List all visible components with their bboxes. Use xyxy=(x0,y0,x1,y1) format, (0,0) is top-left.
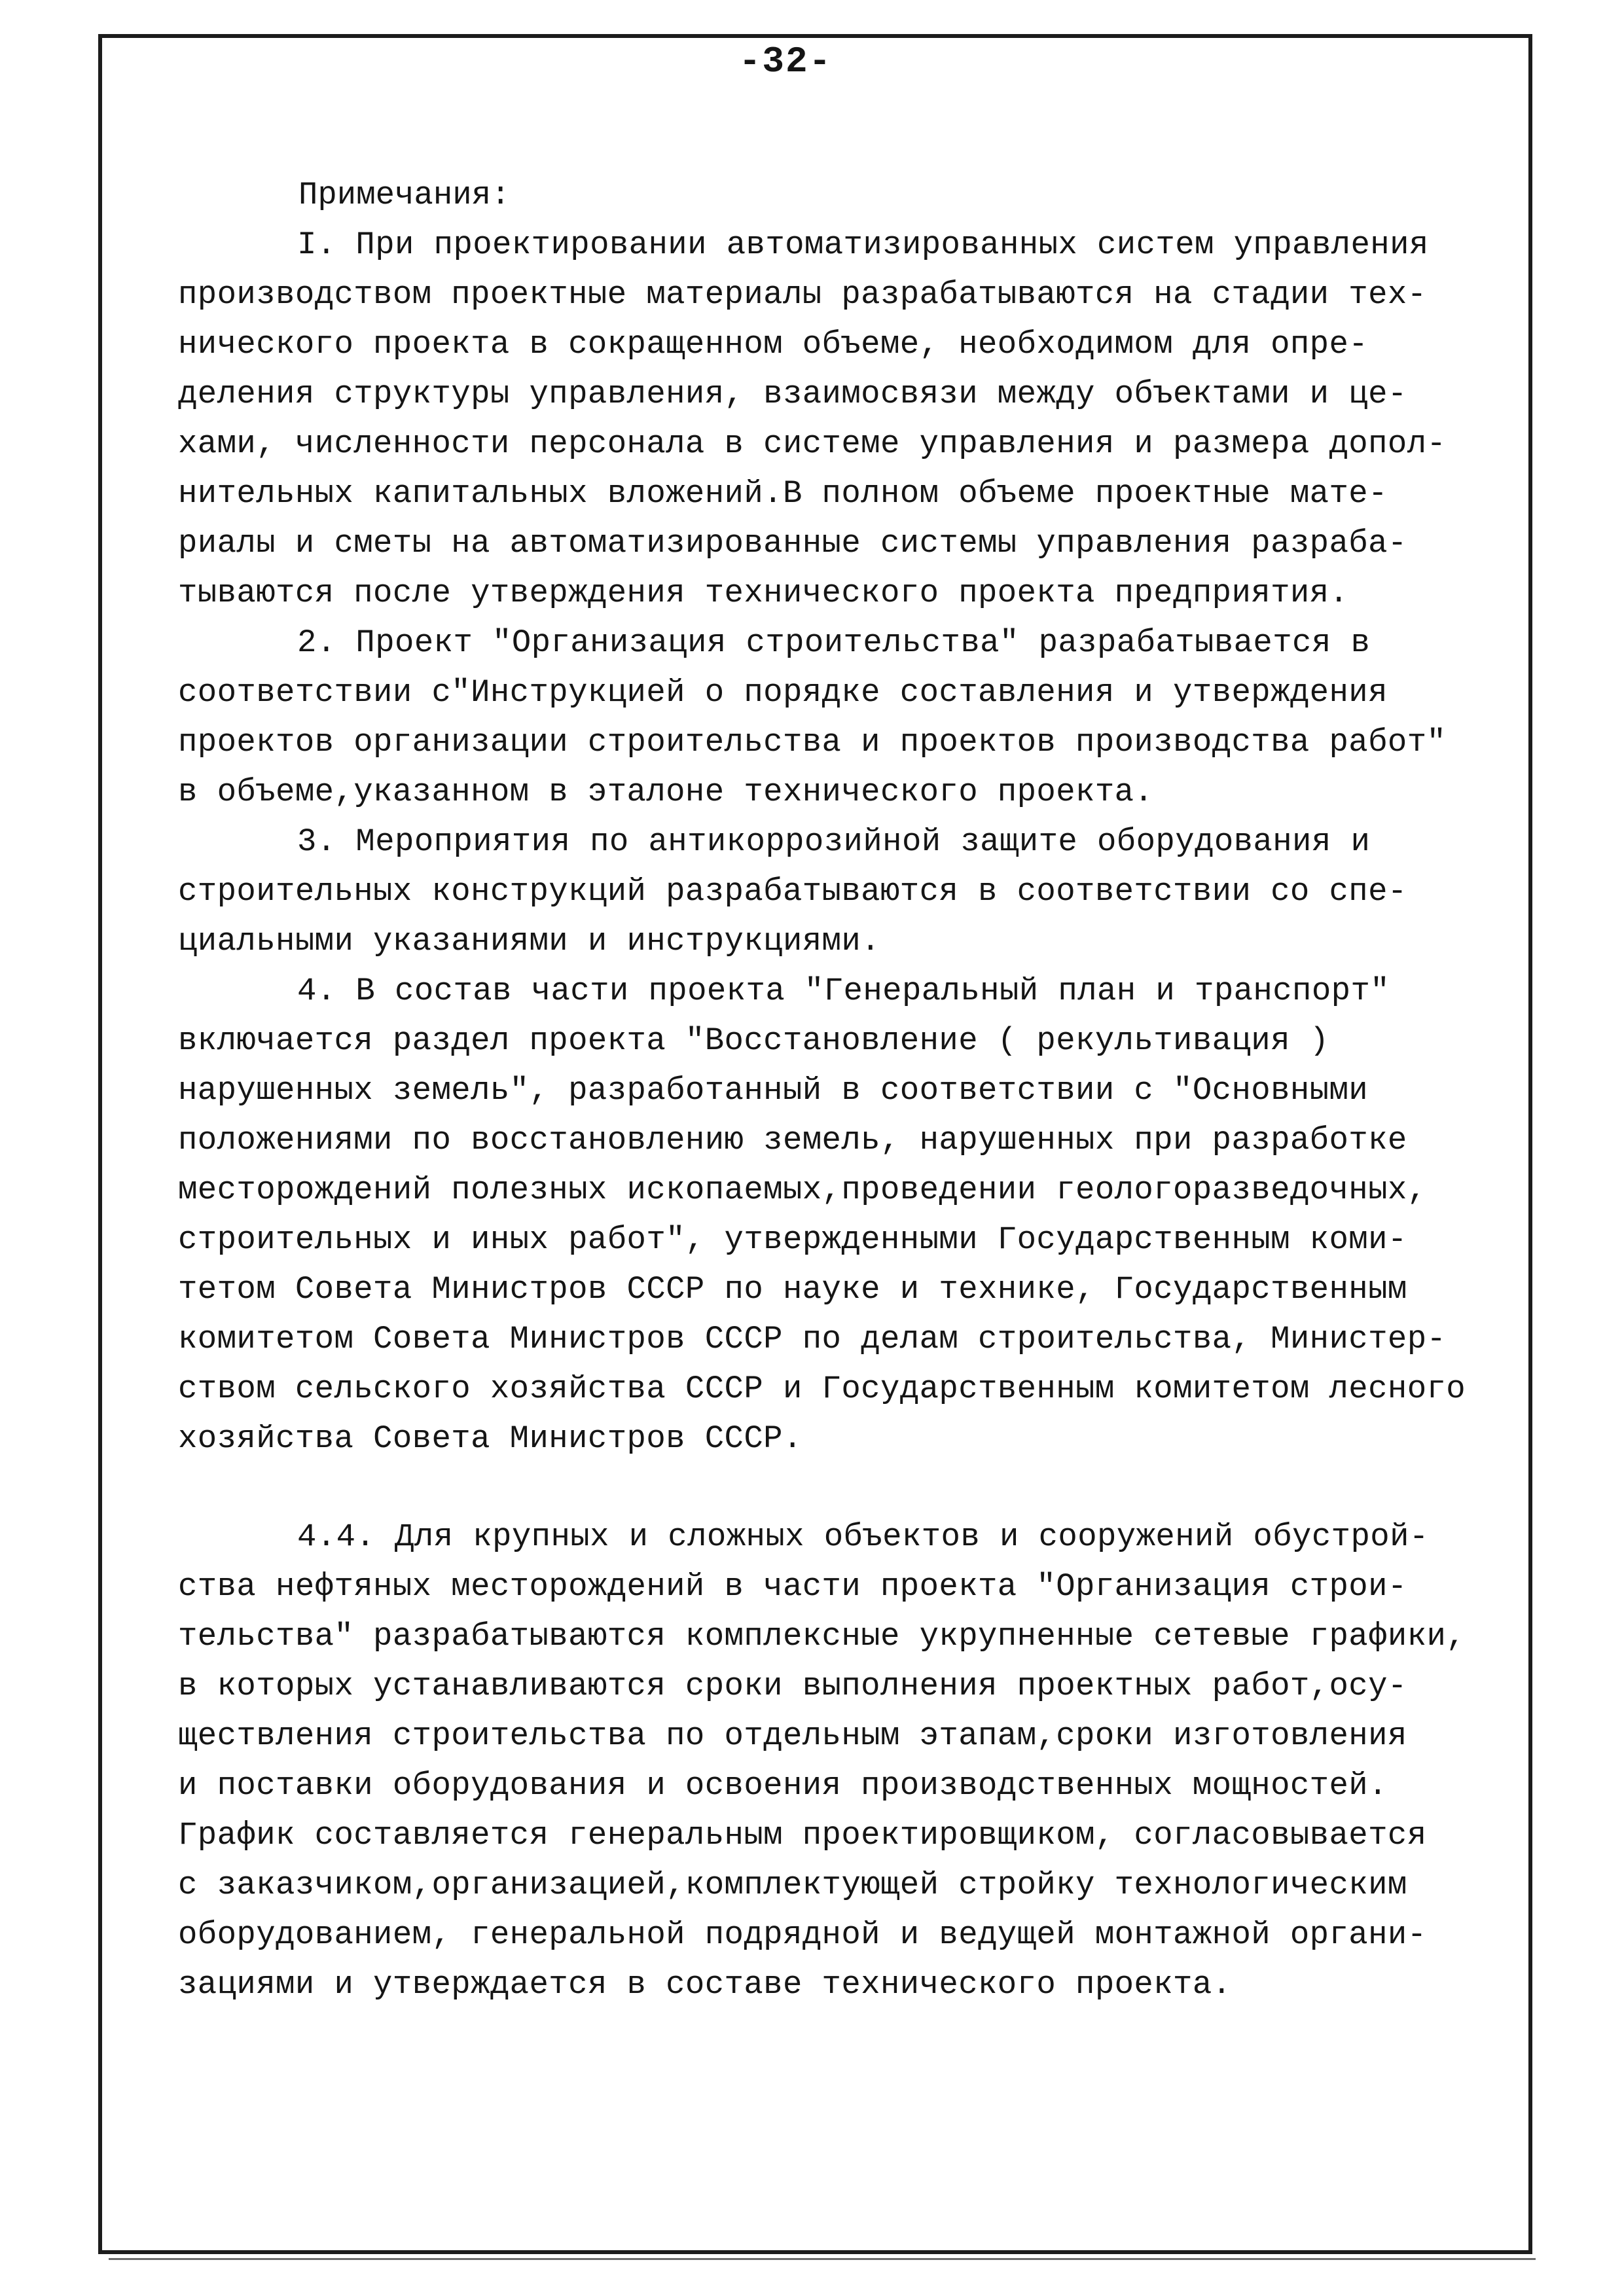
note-2-line: 2. Проект "Организация строительства" разрабатывается в xyxy=(297,624,1371,661)
note-3-line: циальными указаниями и инструкциями. xyxy=(178,923,880,960)
note-2-line: соответствии с"Инструкцией о порядке составления и утверждения xyxy=(178,674,1388,711)
page-number: -32- xyxy=(738,41,833,82)
section-4-4-line: и поставки оборудования и освоения производственных мощностей. xyxy=(178,1767,1388,1804)
note-4-line: комитетом Совета Министров СССР по делам строительства, Министер- xyxy=(178,1321,1447,1357)
note-4-line: хозяйства Совета Министров СССР. xyxy=(178,1420,803,1457)
section-4-4-line: тельства" разрабатываются комплексные укрупненные сетевые графики, xyxy=(178,1618,1466,1655)
note-4-line: месторождений полезных ископаемых,проведении геологоразведочных, xyxy=(178,1172,1427,1208)
note-1-line: деления структуры управления, взаимосвязи между объектами и це- xyxy=(178,376,1407,412)
page-border-shadow xyxy=(109,2258,1536,2260)
section-4-4-line: ства нефтяных месторождений в части проекта "Организация строи- xyxy=(178,1568,1407,1605)
notes-body xyxy=(178,220,1546,1463)
section-4-4-line: в которых устанавливаются сроки выполнения проектных работ,осу- xyxy=(178,1668,1407,1704)
note-4-line: включается раздел проекта "Восстановление ( рекультивация ) xyxy=(178,1022,1329,1059)
section-4-4-line: 4.4. Для крупных и сложных объектов и сооружений обустрой- xyxy=(297,1518,1429,1555)
note-1-line: I. При проектировании автоматизированных систем управления xyxy=(297,226,1429,263)
section-4-4-line: ществления строительства по отдельным этапам,сроки изготовления xyxy=(178,1717,1407,1754)
note-1-line: хами, численности персонала в системе управления и размера допол- xyxy=(178,425,1447,462)
note-1-line: риалы и сметы на автоматизированные системы управления разраба- xyxy=(178,525,1407,562)
note-2-line: проектов организации строительства и проектов производства работ" xyxy=(178,724,1447,761)
note-4-line: тетом Совета Министров СССР по науке и технике, Государственным xyxy=(178,1271,1407,1308)
note-3-line: строительных конструкций разрабатываются в соответствии со спе- xyxy=(178,873,1407,910)
section-4-4 xyxy=(178,1512,1546,2009)
section-4-4-line: с заказчиком,организацией,комплектующей стройку технологическим xyxy=(178,1867,1407,1903)
note-1-line: тываются после утверждения технического проекта предприятия. xyxy=(178,575,1349,611)
note-4-line: положениями по восстановлению земель, нарушенных при разработке xyxy=(178,1122,1407,1158)
note-1-line: нительных капитальных вложений.В полном объеме проектные мате- xyxy=(178,475,1388,512)
note-1-line: нического проекта в сокращенном объеме, необходимом для опре- xyxy=(178,326,1369,363)
section-4-4-line: зациями и утверждается в составе технического проекта. xyxy=(178,1966,1232,2003)
note-1-line: производством проектные материалы разрабатываются на стадии тех- xyxy=(178,276,1427,313)
note-4-line: ством сельского хозяйства СССР и Государственным комитетом лесного xyxy=(178,1371,1466,1407)
note-3-line: 3. Мероприятия по антикоррозийной защите оборудования и xyxy=(297,823,1371,860)
note-2-line: в объеме,указанном в эталоне технического проекта. xyxy=(178,774,1154,810)
notes-heading: Примечания: xyxy=(298,177,511,213)
note-4-line: нарушенных земель", разработанный в соответствии с "Основными xyxy=(178,1072,1369,1109)
section-4-4-line: оборудованием, генеральной подрядной и ведущей монтажной органи- xyxy=(178,1916,1427,1953)
note-4-line: 4. В состав части проекта "Генеральный план и транспорт" xyxy=(297,973,1390,1009)
note-4-line: строительных и иных работ", утвержденными Государственным коми- xyxy=(178,1221,1407,1258)
section-4-4-line: График составляется генеральным проектировщиком, согласовывается xyxy=(178,1817,1427,1854)
